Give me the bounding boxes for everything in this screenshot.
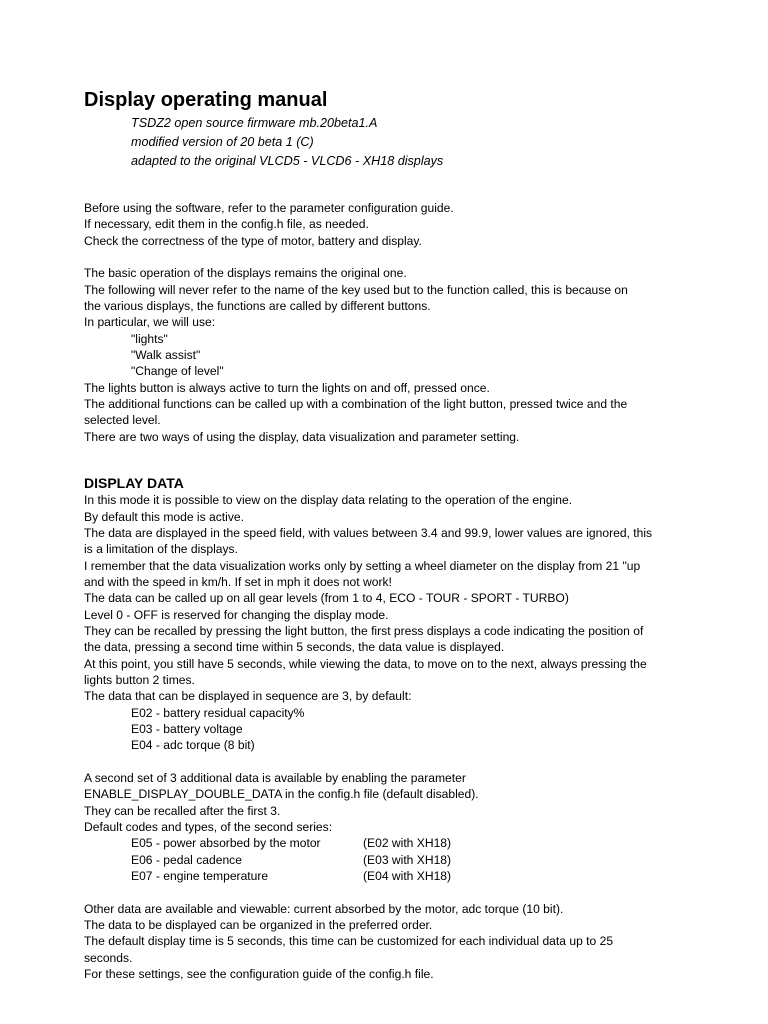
text-line: For these settings, see the configuration guide of the config.h file. — [84, 967, 434, 982]
text-line: I remember that the data visualization works only by setting a wheel diameter on the display from 21 "up — [84, 558, 641, 573]
item-label: E05 - power absorbed by the motor — [131, 836, 321, 851]
subtitle-line: TSDZ2 open source firmware mb.20beta1.A — [131, 116, 378, 130]
list-item: E02 - battery residual capacity% — [131, 705, 305, 720]
list-item — [84, 835, 724, 851]
text-line: The data can be called up on all gear levels (from 1 to 4, ECO - TOUR - SPORT - TURBO) — [84, 591, 569, 606]
subtitle-line: adapted to the original VLCD5 - VLCD6 - XH18 displays — [131, 154, 444, 168]
item-note: (E02 with XH18) — [363, 836, 452, 851]
text-line: is a limitation of the displays. — [84, 542, 238, 557]
list-item: "lights" — [131, 331, 168, 346]
text-line: At this point, you still have 5 seconds, while viewing the data, to move on to the next, always pressing the — [84, 656, 647, 671]
text-line: The lights button is always active to turn the lights on and off, pressed once. — [84, 380, 490, 395]
display-data-section — [84, 474, 724, 982]
text-line: Check the correctness of the type of motor, battery and display. — [84, 233, 422, 248]
text-line: The additional functions can be called up with a combination of the light button, pressed twice and the — [84, 397, 628, 412]
item-note: (E03 with XH18) — [363, 852, 452, 867]
page-title: Display operating manual — [84, 89, 328, 111]
document-page — [84, 88, 724, 982]
text-line: In this mode it is possible to view on the display data relating to the operation of the engine. — [84, 493, 573, 508]
text-line: The following will never refer to the name of the key used but to the function called, this is because on — [84, 282, 628, 297]
text-line: seconds. — [84, 950, 133, 965]
text-line: The data that can be displayed in sequence are 3, by default: — [84, 689, 412, 704]
text-line: the data, pressing a second time within 5 seconds, the data value is displayed. — [84, 640, 505, 655]
text-line: selected level. — [84, 413, 161, 428]
text-line: By default this mode is active. — [84, 509, 244, 524]
list-item — [84, 852, 724, 868]
text-line: and with the speed in km/h. If set in mph it does not work! — [84, 574, 392, 589]
text-line: Other data are available and viewable: current absorbed by the motor, adc torque (10 bit). — [84, 901, 564, 916]
intro-paragraph — [84, 200, 724, 249]
text-line: They can be recalled after the first 3. — [84, 803, 281, 818]
text-line: Before using the software, refer to the parameter configuration guide. — [84, 201, 454, 215]
list-item: "Walk assist" — [131, 348, 201, 363]
list-item — [84, 868, 724, 884]
text-line: The data to be displayed can be organized in the preferred order. — [84, 918, 433, 933]
text-line: In particular, we will use: — [84, 315, 216, 330]
section-heading: DISPLAY DATA — [84, 475, 184, 492]
item-note: (E04 with XH18) — [363, 869, 452, 884]
text-line: lights button 2 times. — [84, 672, 195, 687]
text-line: If necessary, edit them in the config.h file, as needed. — [84, 217, 369, 232]
text-line: ENABLE_DISPLAY_DOUBLE_DATA in the config.h file (default disabled). — [84, 787, 479, 802]
text-line: They can be recalled by pressing the light button, the first press displays a code indicating the position of — [84, 623, 644, 638]
text-line: The basic operation of the displays remains the original one. — [84, 266, 407, 281]
list-item: E03 - battery voltage — [131, 721, 243, 736]
text-line: Default codes and types, of the second series: — [84, 820, 333, 835]
subtitle-block — [84, 114, 724, 171]
item-label: E07 - engine temperature — [131, 869, 269, 884]
subtitle-line: modified version of 20 beta 1 (C) — [131, 135, 314, 149]
text-line: The data are displayed in the speed field, with values between 3.4 and 99.9, lower values are ignored, this — [84, 525, 653, 540]
list-item: "Change of level" — [131, 364, 224, 379]
text-line: Level 0 - OFF is reserved for changing the display mode. — [84, 607, 389, 622]
list-item: E04 - adc torque (8 bit) — [131, 738, 255, 753]
text-line: A second set of 3 additional data is available by enabling the parameter — [84, 771, 466, 785]
text-line: The default display time is 5 seconds, this time can be customized for each individual data up to 25 — [84, 934, 614, 949]
text-line: There are two ways of using the display, data visualization and parameter setting. — [84, 429, 520, 444]
basic-operation-section — [84, 265, 724, 445]
text-line: the various displays, the functions are called by different buttons. — [84, 299, 431, 314]
item-label: E06 - pedal cadence — [131, 852, 242, 867]
